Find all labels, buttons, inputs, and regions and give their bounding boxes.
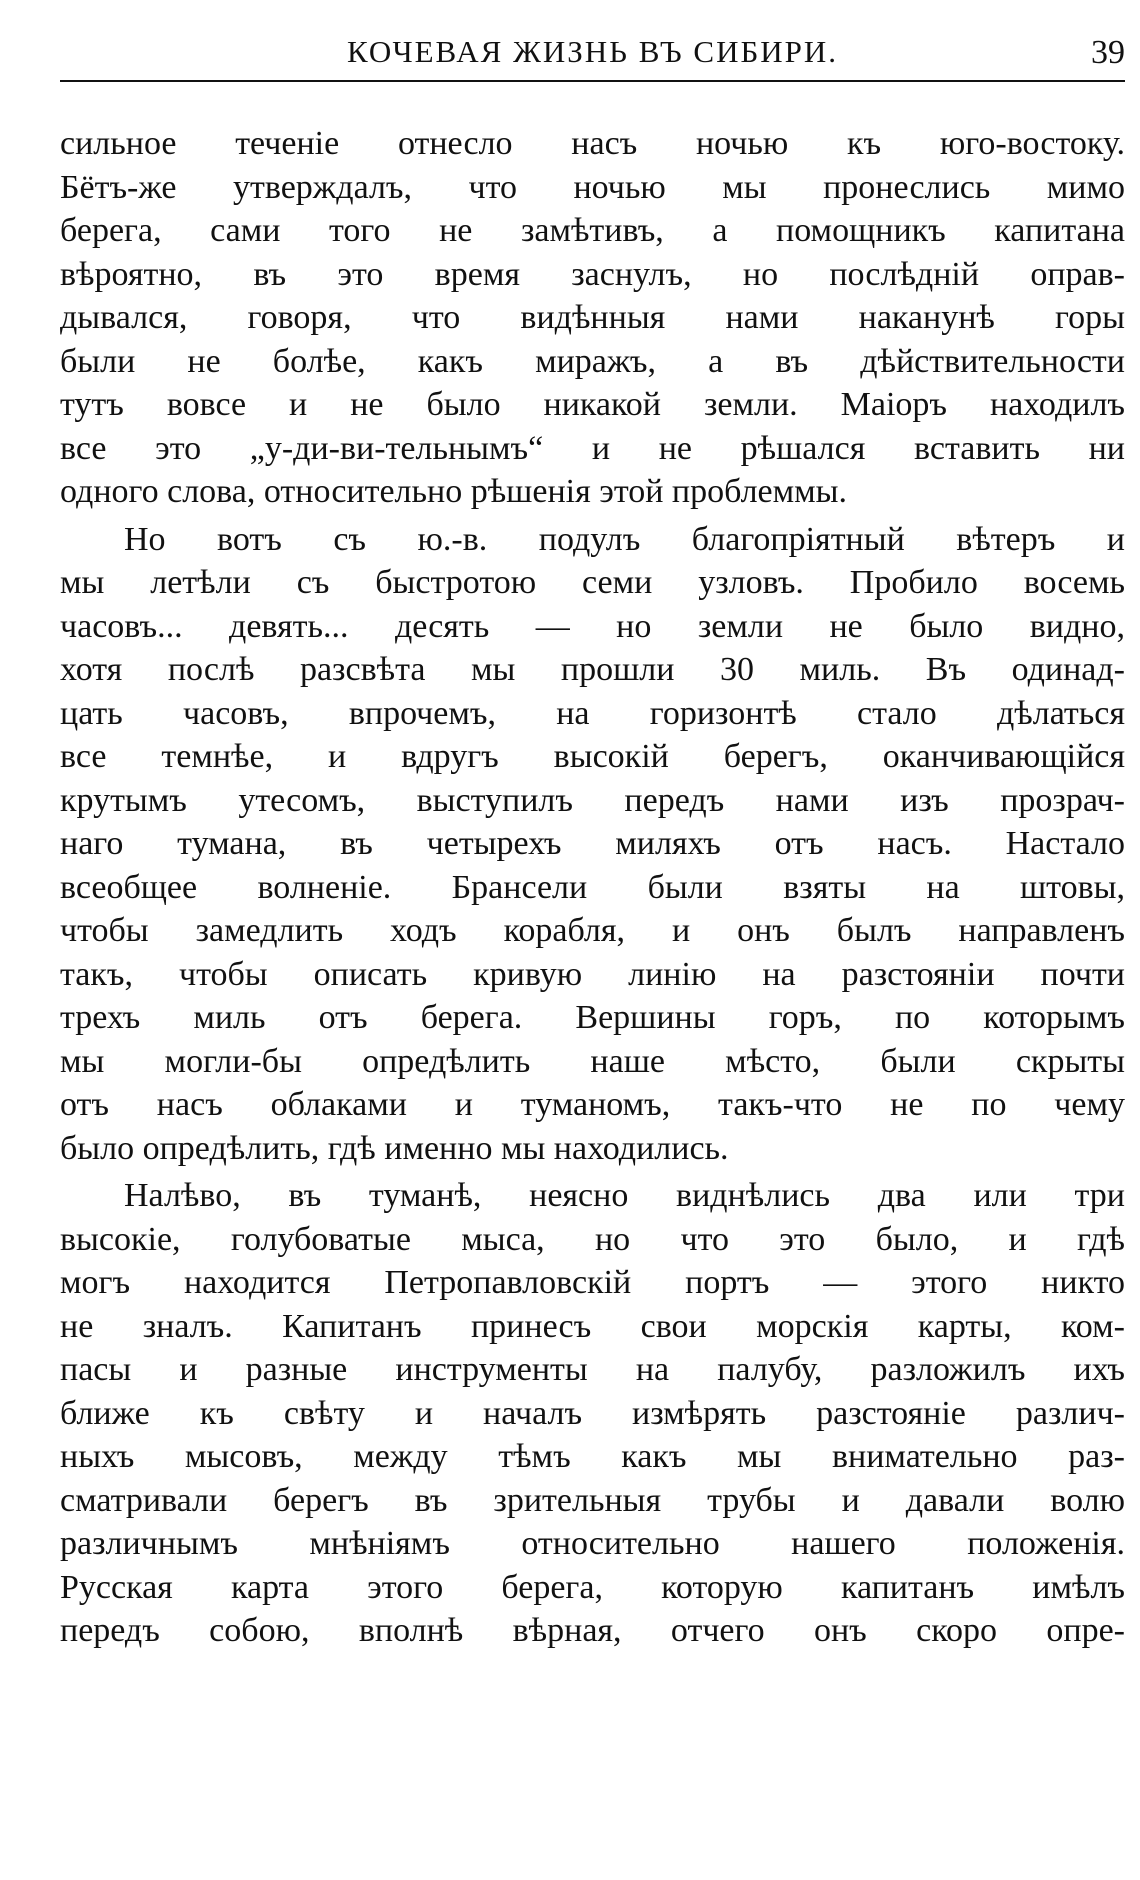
- text-line: сильное теченіе отнесло насъ ночью къ юго-востоку.: [60, 125, 1125, 162]
- text-line: трехъ миль отъ берега. Вершины горъ, по которымъ: [60, 999, 1125, 1036]
- text-line: ближе къ свѣту и началъ измѣрять разстояніе различ-: [60, 1394, 1125, 1432]
- text-line: не зналъ. Капитанъ принесъ свои морскія карты, ком-: [60, 1307, 1125, 1345]
- text-line: высокіе, голубоватые мыса, но что это было, и гдѣ: [60, 1220, 1125, 1258]
- page-number: 39: [1091, 34, 1125, 71]
- paragraph-1: [60, 122, 1125, 514]
- text-line: могъ находится Петропавловскій портъ — этого никто: [60, 1264, 1125, 1301]
- text-line: часовъ... девять... десять — но земли не было видно,: [60, 607, 1125, 645]
- text-line: крутымъ утесомъ, выступилъ передъ нами изъ прозрач-: [60, 781, 1125, 819]
- text-line: мы летѣли съ быстротою семи узловъ. Пробило восемь: [60, 564, 1125, 601]
- text-line: Но вотъ съ ю.-в. подулъ благопріятный вѣтеръ и: [124, 520, 1125, 558]
- text-line: Бётъ-же утверждалъ, что ночью мы пронеслись мимо: [60, 168, 1125, 206]
- text-line: передъ собою, вполнѣ вѣрная, отчего онъ скоро опре-: [60, 1612, 1125, 1649]
- text-line: ныхъ мысовъ, между тѣмъ какъ мы внимательно раз-: [60, 1438, 1125, 1475]
- text-line: отъ насъ облаками и туманомъ, такъ-что не по чему: [60, 1086, 1125, 1123]
- text-line: Налѣво, въ туманѣ, неясно виднѣлись два или три: [124, 1177, 1125, 1214]
- text-line: тутъ вовсе и не было никакой земли. Маіоръ находилъ: [60, 386, 1125, 423]
- paragraph-2: [60, 518, 1125, 1171]
- text-line: дывался, говоря, что видѣнныя нами наканунѣ горы: [60, 299, 1125, 336]
- text-line: цать часовъ, впрочемъ, на горизонтѣ стало дѣлаться: [60, 694, 1125, 732]
- text-line: Русская карта этого берега, которую капитанъ имѣлъ: [60, 1568, 1125, 1606]
- body-text: [60, 122, 1125, 1653]
- text-line: сматривали берегъ въ зрительныя трубы и давали волю: [60, 1481, 1125, 1519]
- text-line: все темнѣе, и вдругъ высокій берегъ, оканчивающійся: [60, 738, 1125, 775]
- running-title: КОЧЕВАЯ ЖИЗНЬ ВЪ СИБИРИ.: [346, 34, 839, 69]
- text-line: всеобщее волненіе. Брансели были взяты на штовы,: [60, 868, 1125, 906]
- text-line: были не болѣе, какъ миражъ, а въ дѣйствительности: [60, 342, 1125, 380]
- text-line: было опредѣлить, гдѣ именно мы находились.: [60, 1129, 729, 1167]
- text-line: берега, сами того не замѣтивъ, а помощникъ капитана: [60, 212, 1125, 249]
- text-line: вѣроятно, въ это время заснулъ, но послѣдній оправ-: [60, 255, 1125, 293]
- text-line: все это „у-ди-ви-тельнымъ“ и не рѣшался вставить ни: [60, 429, 1125, 467]
- header-rule: [60, 80, 1125, 82]
- text-line: такъ, чтобы описать кривую линію на разстояніи почти: [60, 955, 1125, 993]
- paragraph-3: [60, 1174, 1125, 1653]
- text-line: чтобы замедлить ходъ корабля, и онъ былъ направленъ: [60, 912, 1125, 949]
- text-line: пасы и разные инструменты на палубу, разложилъ ихъ: [60, 1351, 1125, 1388]
- running-head: [60, 30, 1125, 82]
- text-line: одного слова, относительно рѣшенія этой проблеммы.: [60, 473, 848, 510]
- text-line: мы могли-бы опредѣлить наше мѣсто, были скрыты: [60, 1042, 1125, 1080]
- text-line: различнымъ мнѣніямъ относительно нашего положенія.: [60, 1525, 1125, 1562]
- book-page: [60, 30, 1125, 1653]
- text-line: наго тумана, въ четырехъ миляхъ отъ насъ. Настало: [60, 825, 1125, 862]
- text-line: хотя послѣ разсвѣта мы прошли 30 миль. Въ одинад-: [60, 651, 1125, 688]
